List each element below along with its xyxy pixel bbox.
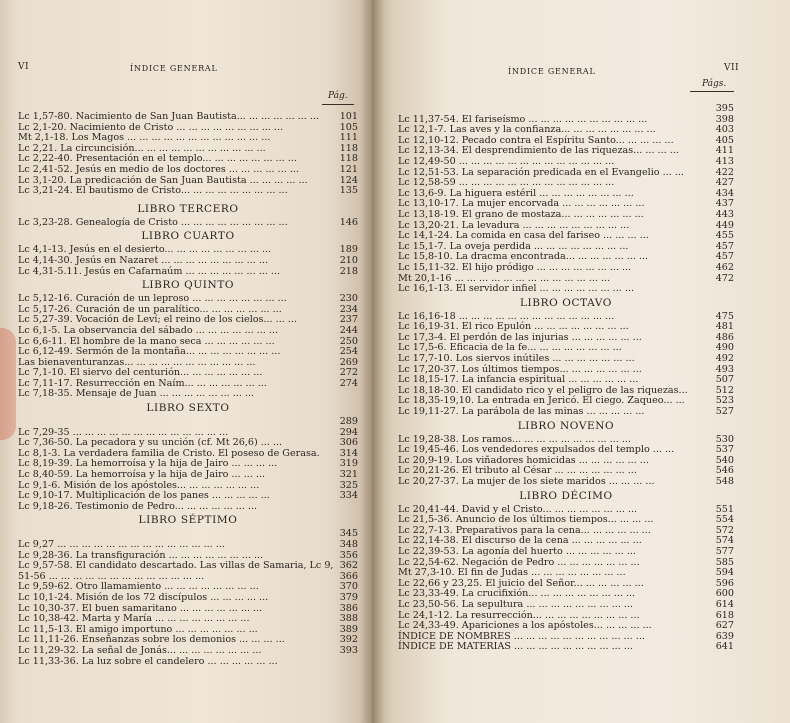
left-column	[18, 112, 358, 667]
toc-entry-page: 411	[715, 145, 734, 157]
toc-entry-text: Lc 2,1-20. Nacimiento de Cristo ... ... ... ... ... ... ... ... ...	[18, 121, 284, 133]
toc-entry-page: 641	[715, 641, 734, 653]
toc-entry-text: ÍNDICE DE MATERIAS ... ... ... ... ... ... ... ... ... ...	[398, 641, 633, 653]
toc-entry	[398, 642, 734, 653]
toc-entry-page: 574	[715, 535, 734, 547]
toc-entry-text: Lc 22,7-13. Preparativos para la cena... ... ... ... ... ...	[398, 524, 651, 536]
toc-entry-text: Lc 10,30-37. El buen samaritano ... ... ... ... ... ... ...	[18, 602, 263, 614]
toc-entry	[398, 157, 734, 168]
section-heading: LIBRO OCTAVO	[519, 296, 613, 309]
toc-entry-page: 449	[715, 219, 734, 231]
toc-entry-page: 234	[339, 303, 358, 315]
toc-entry-page: 237	[339, 314, 358, 326]
toc-entry-page: 600	[715, 588, 734, 600]
left-running-head: ÍNDICE GENERAL	[130, 64, 218, 73]
toc-entry-text: Lc 15,1-7. La oveja perdida ... ... ... ... ... ... ... ...	[398, 240, 629, 252]
toc-entry-text: Lc 22,39-53. La agonía del huerto ... ... ... ... ... ...	[398, 545, 636, 557]
left-pag-rule	[322, 104, 354, 105]
toc-entry-text: Lc 11,33-36. La luz sobre el candelero ... ... ... ... ... ...	[18, 655, 278, 667]
toc-entry	[398, 477, 734, 488]
toc-entry-page: 512	[715, 384, 734, 396]
toc-entry-text: Lc 23,33-49. La crucifixión... ... ... ... ... ... ... ... ...	[398, 588, 636, 600]
toc-entry-page: 325	[339, 479, 358, 491]
toc-entry-page: 413	[715, 155, 734, 167]
toc-entry-text: Lc 9,57-58. El candidato descartado. Las villas de Samaria, Lc 9,	[18, 560, 334, 572]
toc-entry-page: 427	[715, 177, 734, 189]
toc-entry-page: 492	[715, 353, 734, 365]
toc-entry-page: 472	[715, 272, 734, 284]
toc-entry-text: Lc 13,10-17. La mujer encorvada ... ... ... ... ... ... ...	[398, 198, 645, 210]
section-heading: LIBRO QUINTO	[141, 279, 235, 292]
toc-entry-text: Lc 10,38-42. Marta y María ... ... ... ... ... ... ... ...	[18, 613, 250, 625]
toc-entry-page: 101	[339, 111, 358, 122]
toc-entry-page: 250	[339, 335, 358, 347]
section-heading: LIBRO SEXTO	[146, 402, 230, 415]
toc-entry-page: 348	[339, 539, 358, 550]
toc-entry-text: Lc 1,57-80. Nacimiento de San Juan Bautista... ... ... ... ... ... ...	[18, 111, 320, 122]
toc-entry-page: 389	[339, 623, 358, 635]
toc-entry-page: 334	[339, 490, 358, 502]
toc-entry-page: 121	[339, 163, 358, 175]
toc-entry-page: 537	[715, 444, 734, 456]
toc-entry-text: Lc 7,18-35. Mensaje de Juan ... ... ... ... ... ... ... ...	[18, 388, 255, 400]
toc-entry-text: Lc 23,50-56. La sepultura ... ... ... ... ... ... ... ... ...	[398, 598, 634, 610]
toc-entry-page: 356	[339, 549, 358, 561]
toc-entry-text: Lc 20,21-26. El tributo al César ... ... ... ... ... ... ...	[398, 465, 637, 477]
toc-entry-page: 362	[339, 560, 358, 572]
section-heading: LIBRO NOVENO	[517, 419, 615, 432]
toc-entry-text: Lc 17,5-6. Eficacia de la fe... ... ... ... ... ... ... ...	[398, 342, 622, 354]
toc-entry-page: 124	[339, 174, 358, 186]
toc-entry-page: 244	[339, 324, 358, 336]
section-heading: LIBRO SÉPTIMO	[138, 514, 238, 527]
toc-entry-page: 210	[339, 254, 358, 266]
toc-entry-page: 540	[715, 454, 734, 466]
toc-entry-page: 546	[715, 465, 734, 477]
toc-entry-text: Lc 2,22-40. Presentación en el templo... ... ... ... ... ... ... ...	[18, 153, 297, 165]
toc-entry-page: 306	[339, 437, 358, 449]
toc-entry-page: 388	[339, 613, 358, 625]
toc-entry-text: Lc 8,19-39. La hemorroísa y la hija de Jairo ... ... ... ...	[18, 458, 278, 470]
toc-entry-page: 507	[715, 374, 734, 386]
toc-entry-text: Las bienaventuranzas... ... ... ... ... ... ... ... ... ... ...	[18, 356, 256, 368]
toc-entry-text: Lc 11,37-54. El fariseísmo ... ... ... ... ... ... ... ... ... ...	[398, 113, 648, 125]
toc-entry-text: Lc 9,28-36. La transfiguración ... ... ... ... ... ... ... ...	[18, 549, 264, 561]
toc-entry-page: 403	[715, 124, 734, 136]
toc-entry-text: Lc 13,6-9. La higuera estéril ... ... ... ... ... ... ... ...	[398, 187, 634, 199]
toc-entry-page: 554	[715, 514, 734, 526]
toc-entry-text: Lc 5,27-39. Vocación de Leví; el reino de los cielos... ... ...	[18, 314, 298, 326]
toc-entry-text: Lc 20,9-19. Los viñadores homicidas ... ... ... ... ... ...	[398, 454, 649, 466]
toc-entry-text: Lc 18,15-17. La infancia espiritual ... ... ... ... ... ...	[398, 374, 639, 386]
toc-entry-text: Lc 18,18-30. El candidato rico y el peligro de las riquezas...	[398, 384, 688, 396]
toc-entry-page: 475	[715, 310, 734, 322]
toc-entry-page: 639	[715, 630, 734, 642]
toc-entry-page: 585	[715, 556, 734, 568]
toc-entry-page: 392	[339, 634, 358, 646]
toc-entry-text: Lc 3,21-24. El bautismo de Cristo... ... ... ... ... ... ... ... ...	[18, 185, 288, 197]
toc-entry-text: Lc 20,27-37. La mujer de los siete maridos ... ... ... ...	[398, 476, 655, 487]
toc-entry-text: Lc 4,14-30. Jesús en Nazaret ... ... ... ... ... ... ... ... ...	[18, 254, 268, 266]
toc-entry-page: 398	[715, 113, 734, 125]
toc-entry-text: Lc 7,1-10. El siervo del centurión... ... ... ... ... ... ...	[18, 367, 263, 379]
toc-entry-page: 386	[339, 602, 358, 614]
toc-entry-text: Lc 6,12-49. Sermón de la montaña... ... ... ... ... ... ... ...	[18, 346, 281, 358]
toc-entry-text: Lc 17,20-37. Los últimos tiempos... ... ... ... ... ... ...	[398, 363, 642, 375]
toc-entry	[18, 593, 358, 604]
toc-entry-page: 548	[715, 476, 734, 487]
section-heading: LIBRO TERCERO	[137, 202, 239, 215]
toc-entry-page: 269	[339, 356, 358, 368]
toc-entry	[398, 407, 734, 418]
toc-entry-text: Lc 17,7-10. Los siervos inútiles ... ... ... ... ... ... ...	[398, 353, 635, 365]
toc-entry-page: 370	[339, 581, 358, 593]
toc-entry-page: 314	[339, 447, 358, 459]
toc-entry	[18, 112, 358, 123]
toc-entry	[18, 218, 358, 229]
toc-entry-page: 146	[339, 216, 358, 228]
toc-entry-page: 627	[715, 620, 734, 632]
toc-entry-page: 462	[715, 261, 734, 273]
toc-entry-page: 111	[339, 132, 358, 144]
toc-entry-page: 437	[715, 198, 734, 210]
toc-entry-page: 551	[715, 503, 734, 515]
toc-entry-text: Lc 4,1-13. Jesús en el desierto... ... ... ... ... ... ... ... ...	[18, 244, 272, 256]
toc-entry-text: Lc 20,41-44. David y el Cristo... ... ... ... ... ... ... ...	[398, 503, 638, 515]
book-gutter	[360, 0, 384, 723]
toc-entry-text: Lc 12,58-59 ... ... ... ... ... ... ... ... ... ... ... ... ...	[398, 177, 615, 189]
toc-entry-page: 457	[715, 240, 734, 252]
toc-entry-page: 422	[715, 166, 734, 178]
toc-entry-text: Lc 9,10-17. Multiplicación de los panes ... ... ... ... ...	[18, 490, 270, 502]
toc-entry-text: Lc 14,1-24. La comida en casa del fariseo ... ... ... ...	[398, 230, 649, 242]
toc-entry-text: Lc 11,11-26. Enseñanzas sobre los demonios ... ... ... ...	[18, 634, 285, 646]
toc-entry-text: ÍNDICE DE NOMBRES ... ... ... ... ... ... ... ... ... ... ...	[398, 630, 645, 642]
toc-entry-text: Lc 16,16-18 ... ... ... ... ... ... ... ... ... ... ... ... ...	[398, 310, 615, 322]
toc-entry-text: Lc 6,1-5. La observancia del sábado ... ... ... ... ... ... ...	[18, 324, 279, 336]
toc-entry-text: Lc 22,54-62. Negación de Pedro ... ... ... ... ... ... ...	[398, 556, 640, 568]
toc-entry-page: 523	[715, 395, 734, 407]
toc-entry-page: 118	[339, 142, 358, 154]
left-pag-label: Pág.	[328, 91, 348, 101]
section-heading: LIBRO CUARTO	[141, 230, 235, 243]
toc-entry-page: 618	[715, 609, 734, 621]
right-pag-label: Págs.	[702, 79, 727, 89]
toc-entry-text: Lc 9,59-62. Otro llamamiento ... ... ... ... ... ... ... ...	[18, 581, 259, 593]
toc-entry	[18, 389, 358, 400]
toc-entry-text: Lc 10,1-24. Misión de los 72 discípulos ... ... ... ... ...	[18, 591, 269, 603]
toc-entry-text: Lc 22,14-38. El discurso de la cena ... ... ... ... ... ...	[398, 535, 642, 547]
toc-entry-text: Lc 12,10-12. Pecado contra el Espíritu Santo... ... ... ... ...	[398, 134, 674, 146]
right-running-head: ÍNDICE GENERAL	[508, 67, 596, 76]
right-pag-rule	[690, 91, 734, 92]
toc-entry-text: Lc 7,29-35 ... ... ... ... ... ... ... ... ... ... ... ... ...	[18, 426, 229, 438]
toc-entry-page: 530	[715, 433, 734, 445]
toc-entry-text: Lc 24,1-12. La resurrección... ... ... ... ... ... ... ... ...	[398, 609, 640, 621]
toc-entry-page: 218	[339, 265, 358, 277]
toc-entry-text: Lc 19,11-27. La parábola de las minas ... ... ... ... ...	[398, 406, 645, 418]
toc-entry-page: 405	[715, 134, 734, 146]
toc-entry-text: Lc 12,13-34. El desprendimiento de las riquezas... ... ... ...	[398, 145, 679, 157]
right-folio: VII	[724, 63, 740, 73]
toc-entry-page: 527	[715, 406, 734, 418]
toc-entry-text: Mt 2,1-18. Los Magos ... ... ... ... ... ... ... ... ... ... ... ...	[18, 132, 271, 144]
toc-entry	[398, 284, 734, 295]
toc-entry-text: Lc 17,3-4. El perdón de las injurias ... ... ... ... ... ...	[398, 331, 642, 343]
toc-entry-page: 379	[339, 591, 358, 603]
toc-entry-text: Lc 11,29-32. La señal de Jonás... ... ... ... ... ... ... ...	[18, 644, 262, 656]
toc-entry-text: Lc 19,28-38. Los ramos... ... ... ... ... ... ... ... ... ...	[398, 433, 631, 445]
toc-entry-text: Lc 5,12-16. Curación de un leproso ... ... ... ... ... ... ... ...	[18, 293, 287, 305]
toc-entry-page: 443	[715, 208, 734, 220]
toc-entry-text: Lc 9,27 ... ... ... ... ... ... ... ... ... ... ... ... ... ...	[18, 539, 225, 550]
toc-entry-text: Lc 22,66 y 23,25. El juicio del Señor... ... ... ... ... ...	[398, 577, 644, 589]
toc-entry-page: 457	[715, 251, 734, 263]
toc-entry-text: Lc 18,35-19,10. La entrada en Jericó. El ciego. Zaqueo... ...	[398, 395, 685, 407]
toc-entry-page: 486	[715, 331, 734, 343]
toc-entry-text: Lc 5,17-26. Curación de un paralítico... ... ... ... ... ... ...	[18, 303, 282, 315]
toc-entry-page: 118	[339, 153, 358, 165]
toc-entry-text: Lc 19,45-46. Los vendedores expulsados del templo ... ...	[398, 444, 675, 456]
toc-entry	[18, 326, 358, 337]
toc-entry-page: 189	[339, 244, 358, 256]
toc-entry-text: Lc 11,5-13. El amigo importuno ... ... ... ... ... ... ...	[18, 623, 258, 635]
toc-entry-text: Lc 24,33-49. Apariciones a los apóstoles... ... ... ... ...	[398, 620, 652, 632]
toc-entry-page: 455	[715, 230, 734, 242]
toc-entry-text: Lc 8,1-3. La verdadera familia de Cristo. El poseso de Gerasa.	[18, 447, 320, 459]
toc-entry-page: 596	[715, 577, 734, 589]
toc-entry-page: 577	[715, 545, 734, 557]
toc-entry-text: Lc 3,23-28. Genealogía de Cristo ... ... ... ... ... ... ... ... ...	[18, 216, 288, 228]
toc-entry-text: 51-56 ... ... ... ... ... ... ... ... ... ... ... ... ...	[18, 570, 205, 582]
left-folio: VI	[18, 62, 30, 72]
toc-entry-page: 481	[715, 321, 734, 333]
toc-entry	[398, 104, 734, 115]
toc-entry-text: Lc 12,51-53. La separación predicada en el Evangelio ... ...	[398, 166, 684, 178]
toc-entry-text: Lc 15,8-10. La dracma encontrada... ... ... ... ... ... ...	[398, 251, 649, 263]
toc-entry-page: 366	[339, 570, 358, 582]
toc-entry-page: 274	[339, 377, 358, 389]
left-page	[0, 0, 372, 723]
toc-entry	[18, 657, 358, 668]
toc-entry	[18, 540, 358, 551]
toc-entry-text: Lc 12,49-50 ... ... ... ... ... ... ... ... ... ... ... ... ...	[398, 155, 615, 167]
toc-entry-text: Lc 9,1-6. Misión de los apóstoles... ... ... ... ... ... ...	[18, 479, 260, 491]
toc-entry-page: 614	[715, 598, 734, 610]
toc-entry	[398, 210, 734, 221]
toc-entry-page: 572	[715, 524, 734, 536]
toc-entry-page: 321	[339, 469, 358, 481]
toc-entry-page: 254	[339, 346, 358, 358]
toc-entry	[398, 600, 734, 611]
toc-entry-page: 105	[339, 121, 358, 133]
toc-entry-text: Lc 2,41-52. Jesús en medio de los doctores ... ... ... ... ... ...	[18, 163, 300, 175]
toc-entry-page: 135	[339, 185, 358, 197]
toc-entry-text: Mt 27,3-10. El fin de Judas ... ... ... ... ... ... ... ...	[398, 567, 626, 579]
toc-entry	[18, 165, 358, 176]
toc-entry-page: 319	[339, 458, 358, 470]
toc-entry-text: Lc 21,5-36. Anuncio de los últimos tiempos... ... ... ...	[398, 514, 654, 526]
toc-entry	[18, 186, 358, 197]
toc-entry	[18, 267, 358, 278]
toc-entry-text: Lc 8,40-59. La hemorroísa y la hija de Jairo ... ... ...	[18, 469, 266, 481]
toc-entry-text: Mt 20,1-16 ... ... ... ... ... ... ... ... ... ... ... ... ...	[398, 272, 611, 284]
toc-entry-page: 272	[339, 367, 358, 379]
toc-entry-page: 294	[339, 426, 358, 438]
right-page	[372, 0, 790, 723]
toc-entry-page: 345	[339, 528, 358, 540]
toc-entry-text: Lc 9,18-26. Testimonio de Pedro... ... ... ... ... ... ...	[18, 500, 258, 512]
toc-entry-page: 393	[339, 644, 358, 656]
toc-entry-text: Lc 13,20-21. La levadura ... ... ... ... ... ... ... ... ...	[398, 219, 630, 231]
toc-entry-text: Lc 16,19-31. El rico Epulón ... ... ... ... ... ... ... ...	[398, 321, 629, 333]
toc-entry	[18, 646, 358, 657]
toc-entry-text: Lc 13,18-19. El grano de mostaza... ... ... ... ... ... ...	[398, 208, 644, 220]
toc-entry	[18, 256, 358, 267]
right-column	[398, 104, 734, 653]
toc-entry-text: Lc 2,21. La circuncisión... ... ... ... ... ... ... ... ... ... ...	[18, 142, 266, 154]
toc-entry-text: Lc 3,1-20. La predicación de San Juan Bautista ... ... ... ... ...	[18, 174, 308, 186]
toc-entry	[398, 547, 734, 558]
section-heading: LIBRO DÉCIMO	[519, 489, 613, 502]
toc-entry-text: Lc 12,1-7. Las aves y la confianza... ... ... ... ... ... ... ...	[398, 124, 656, 136]
toc-entry	[18, 502, 358, 513]
toc-entry-page: 594	[715, 567, 734, 579]
thumb	[0, 328, 16, 440]
toc-entry-text: Lc 7,11-17. Resurrección en Naím... ... ... ... ... ... ...	[18, 377, 267, 389]
toc-entry-page: 395	[715, 103, 734, 114]
toc-entry-page: 434	[715, 187, 734, 199]
toc-entry-page: 490	[715, 342, 734, 354]
toc-entry-text: Lc 4,31-5.11. Jesús en Cafarnaúm ... ... ... ... ... ... ... ...	[18, 265, 281, 277]
toc-entry-page: 289	[339, 416, 358, 428]
toc-entry-text: Lc 16,1-13. El servidor infiel ... ... ... ... ... ... ... ...	[398, 283, 635, 295]
toc-entry-page: 493	[715, 363, 734, 375]
toc-entry-text: Lc 6,6-11. El hombre de la mano seca ... ... ... ... ... ...	[18, 335, 275, 347]
toc-entry-text: Lc 7,36-50. La pecadora y su unción (cf. Mt 26,6) ... ...	[18, 437, 283, 449]
toc-entry-page: 230	[339, 293, 358, 305]
toc-entry	[398, 263, 734, 274]
toc-entry-text: Lc 15,11-32. El hijo pródigo ... ... ... ... ... ... ... ...	[398, 261, 632, 273]
